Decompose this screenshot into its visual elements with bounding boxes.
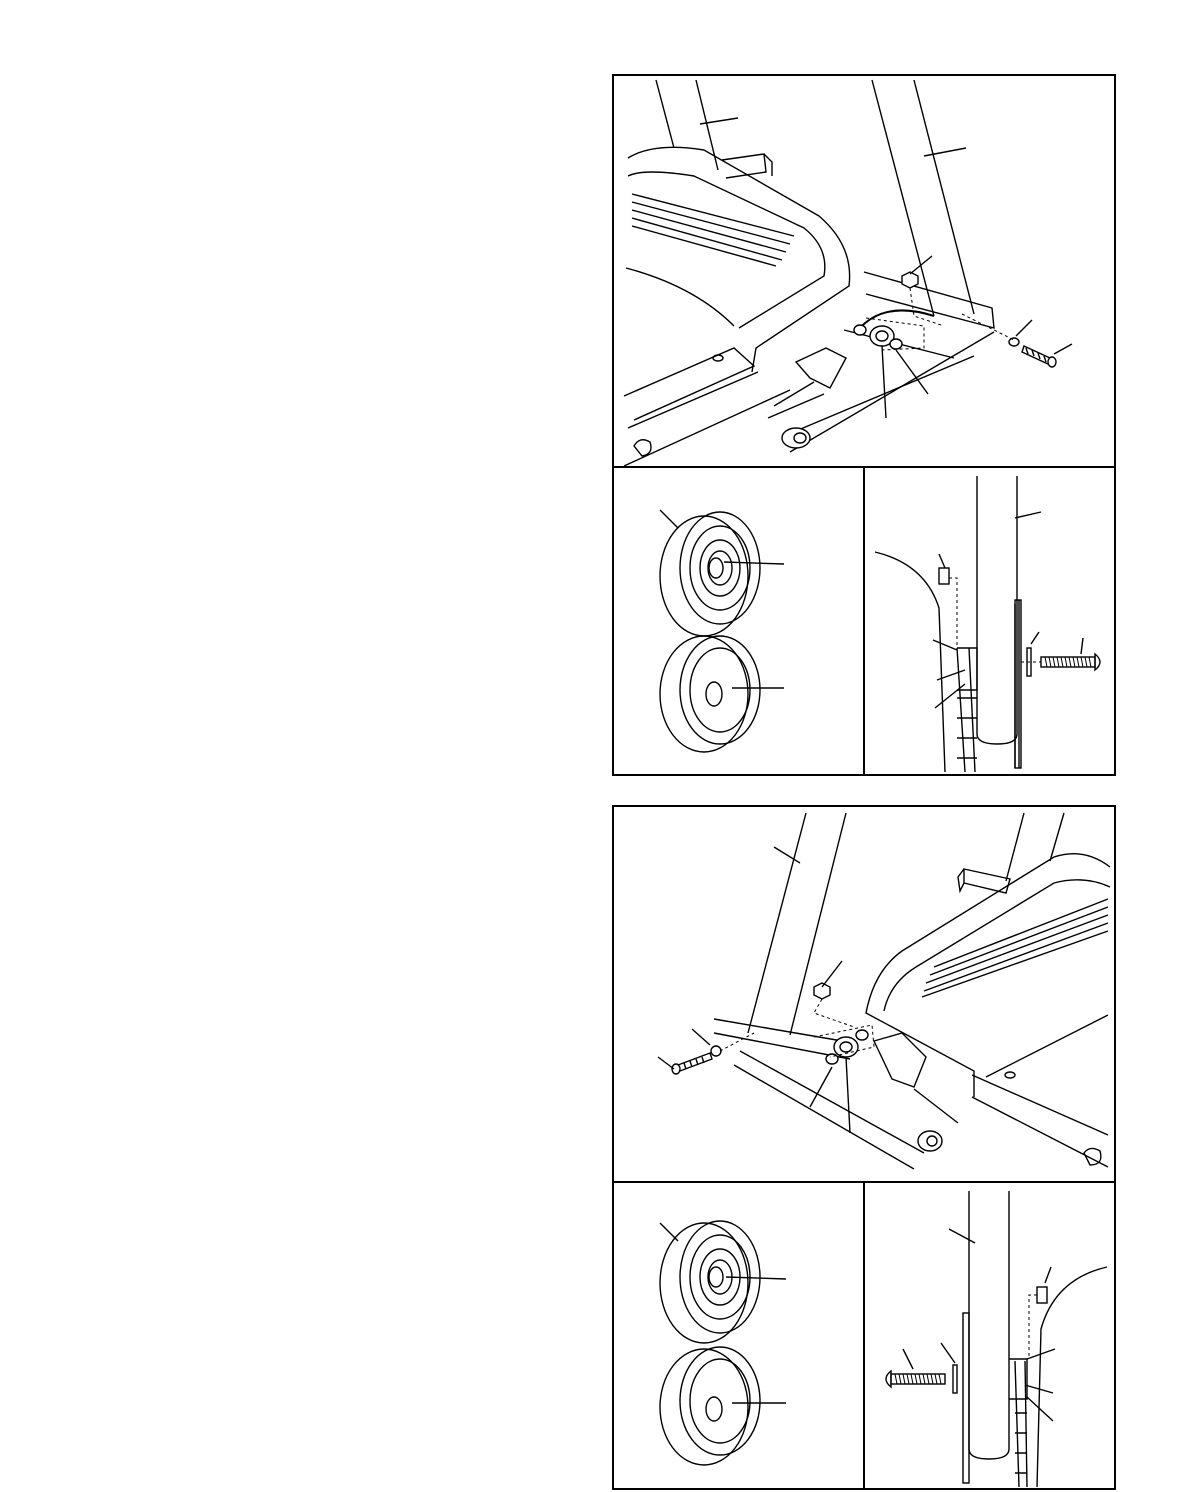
step-a-text-area (40, 80, 580, 770)
step-b-side-detail (863, 1181, 1116, 1490)
step-a-side-detail (863, 466, 1116, 776)
step-a-wheel-detail (612, 466, 866, 776)
step-b-wheel-detail (612, 1181, 866, 1490)
step-a-main-figure (612, 74, 1116, 468)
step-b-text-area (40, 810, 580, 1480)
step-b-main-figure (612, 805, 1116, 1183)
